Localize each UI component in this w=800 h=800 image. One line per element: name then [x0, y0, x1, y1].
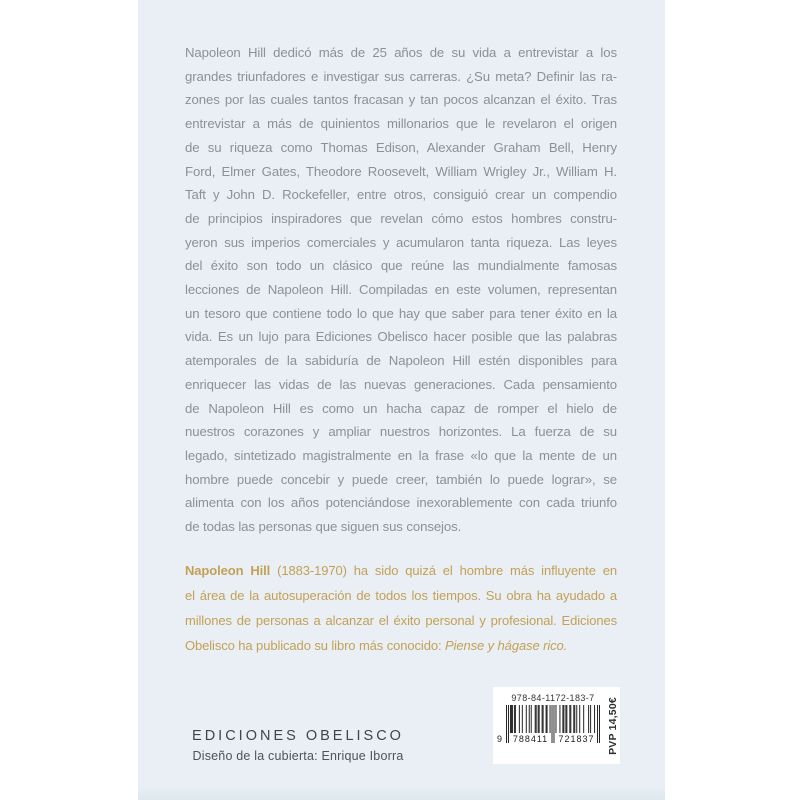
synopsis-paragraph: [185, 41, 617, 539]
text-line: atemporales de la sabiduría de Napoleon Hill estén disponibles para: [185, 353, 617, 369]
cover-design-credit: Diseño de la cubierta: Enrique Iborra: [192, 749, 404, 763]
text-line: nuestros corazones y ampliar nuestros horizontes. La fuerza de su: [185, 424, 617, 440]
text-line: [185, 633, 617, 658]
isbn-number: 978-84-1172-183-7: [511, 693, 595, 703]
text-line: [185, 583, 617, 608]
price-label-wrap: [603, 687, 623, 764]
text-segment: Obelisco ha publicado su libro más conocido:: [185, 638, 445, 653]
text-line: de su riqueza como Thomas Edison, Alexander Graham Bell, Henry: [185, 139, 617, 155]
text-line: grandes triunfadores e investigar sus carreras. ¿Su meta? Definir las ra-: [185, 68, 617, 84]
author-bio-paragraph: [185, 558, 617, 658]
text-line: entrevistar a más de quinientos millonarios que le revelaron el origen: [185, 116, 617, 132]
text-line: zones por las cuales tantos fracasan y tan pocos alcanzan el éxito. Tras: [185, 92, 617, 108]
text-line: [185, 608, 617, 633]
text-segment: el área de la autosuperación de todos los tiempos. Su obra ha ayudado a: [185, 588, 617, 603]
text-line: alimenta con los años potenciándose inexorablemente con cada triunfo: [185, 495, 617, 511]
text-line: de Napoleon Hill es como un hacha capaz de romper el hielo de: [185, 400, 617, 416]
barcode-bars-wrap: [497, 705, 600, 744]
text-segment: Napoleon Hill: [185, 563, 271, 578]
text-line: vida. Es un lujo para Ediciones Obelisco hacer posible que las palabras: [185, 329, 617, 345]
text-line: Taft y John D. Rockefeller, entre otros, consiguió crear un compendio: [185, 187, 617, 203]
text-line: hombre puede concebir y puede creer, también lo puede lograr», se: [185, 471, 617, 487]
text-segment: (1883-1970) ha sido quizá el hombre más influyente en: [270, 563, 617, 578]
text-line: un tesoro que contiene todo lo que hay que saber para tener éxito en la: [185, 305, 617, 321]
barcode-inner: [497, 693, 603, 744]
text-line: lecciones de Napoleon Hill. Compiladas en este volumen, representan: [185, 282, 617, 298]
text-line: de principios inspiradores que revelan cómo estos hombres constru-: [185, 210, 617, 226]
barcode-digit-first: 9: [497, 734, 503, 744]
barcode-digit-group2: 721837: [558, 734, 595, 744]
text-line: Napoleon Hill dedicó más de 25 años de su vida a entrevistar a los: [185, 45, 617, 60]
publisher-block: [180, 728, 416, 763]
text-segment: millones de personas a alcanzar el éxito personal y profesional. Ediciones: [185, 613, 617, 628]
barcode-digit-group1: 788411: [512, 734, 549, 744]
barcode-digits: [497, 734, 600, 744]
text-line: Ford, Elmer Gates, Theodore Roosevelt, William Wrigley Jr., William H.: [185, 163, 617, 179]
text-line: legado, sintetizado magistralmente en la frase «lo que la mente de un: [185, 447, 617, 463]
publisher-name: EDICIONES OBELISCO: [192, 728, 404, 744]
text-line: [185, 558, 617, 583]
text-line: del éxito son todo un clásico que reúne las mundialmente famosas: [185, 258, 617, 274]
text-line: enriquecer las vidas de las nuevas generaciones. Cada pensamiento: [185, 376, 617, 392]
text-line: de todas las personas que siguen sus consejos.: [185, 519, 462, 535]
price-label: PVP 14,50€: [607, 696, 620, 755]
text-line: yeron sus imperios comerciales y acumularon tanta riqueza. Las leyes: [185, 234, 617, 250]
text-segment: Piense y hágase rico.: [444, 638, 568, 653]
book-back-cover: [138, 0, 665, 800]
barcode-panel: [493, 687, 620, 764]
